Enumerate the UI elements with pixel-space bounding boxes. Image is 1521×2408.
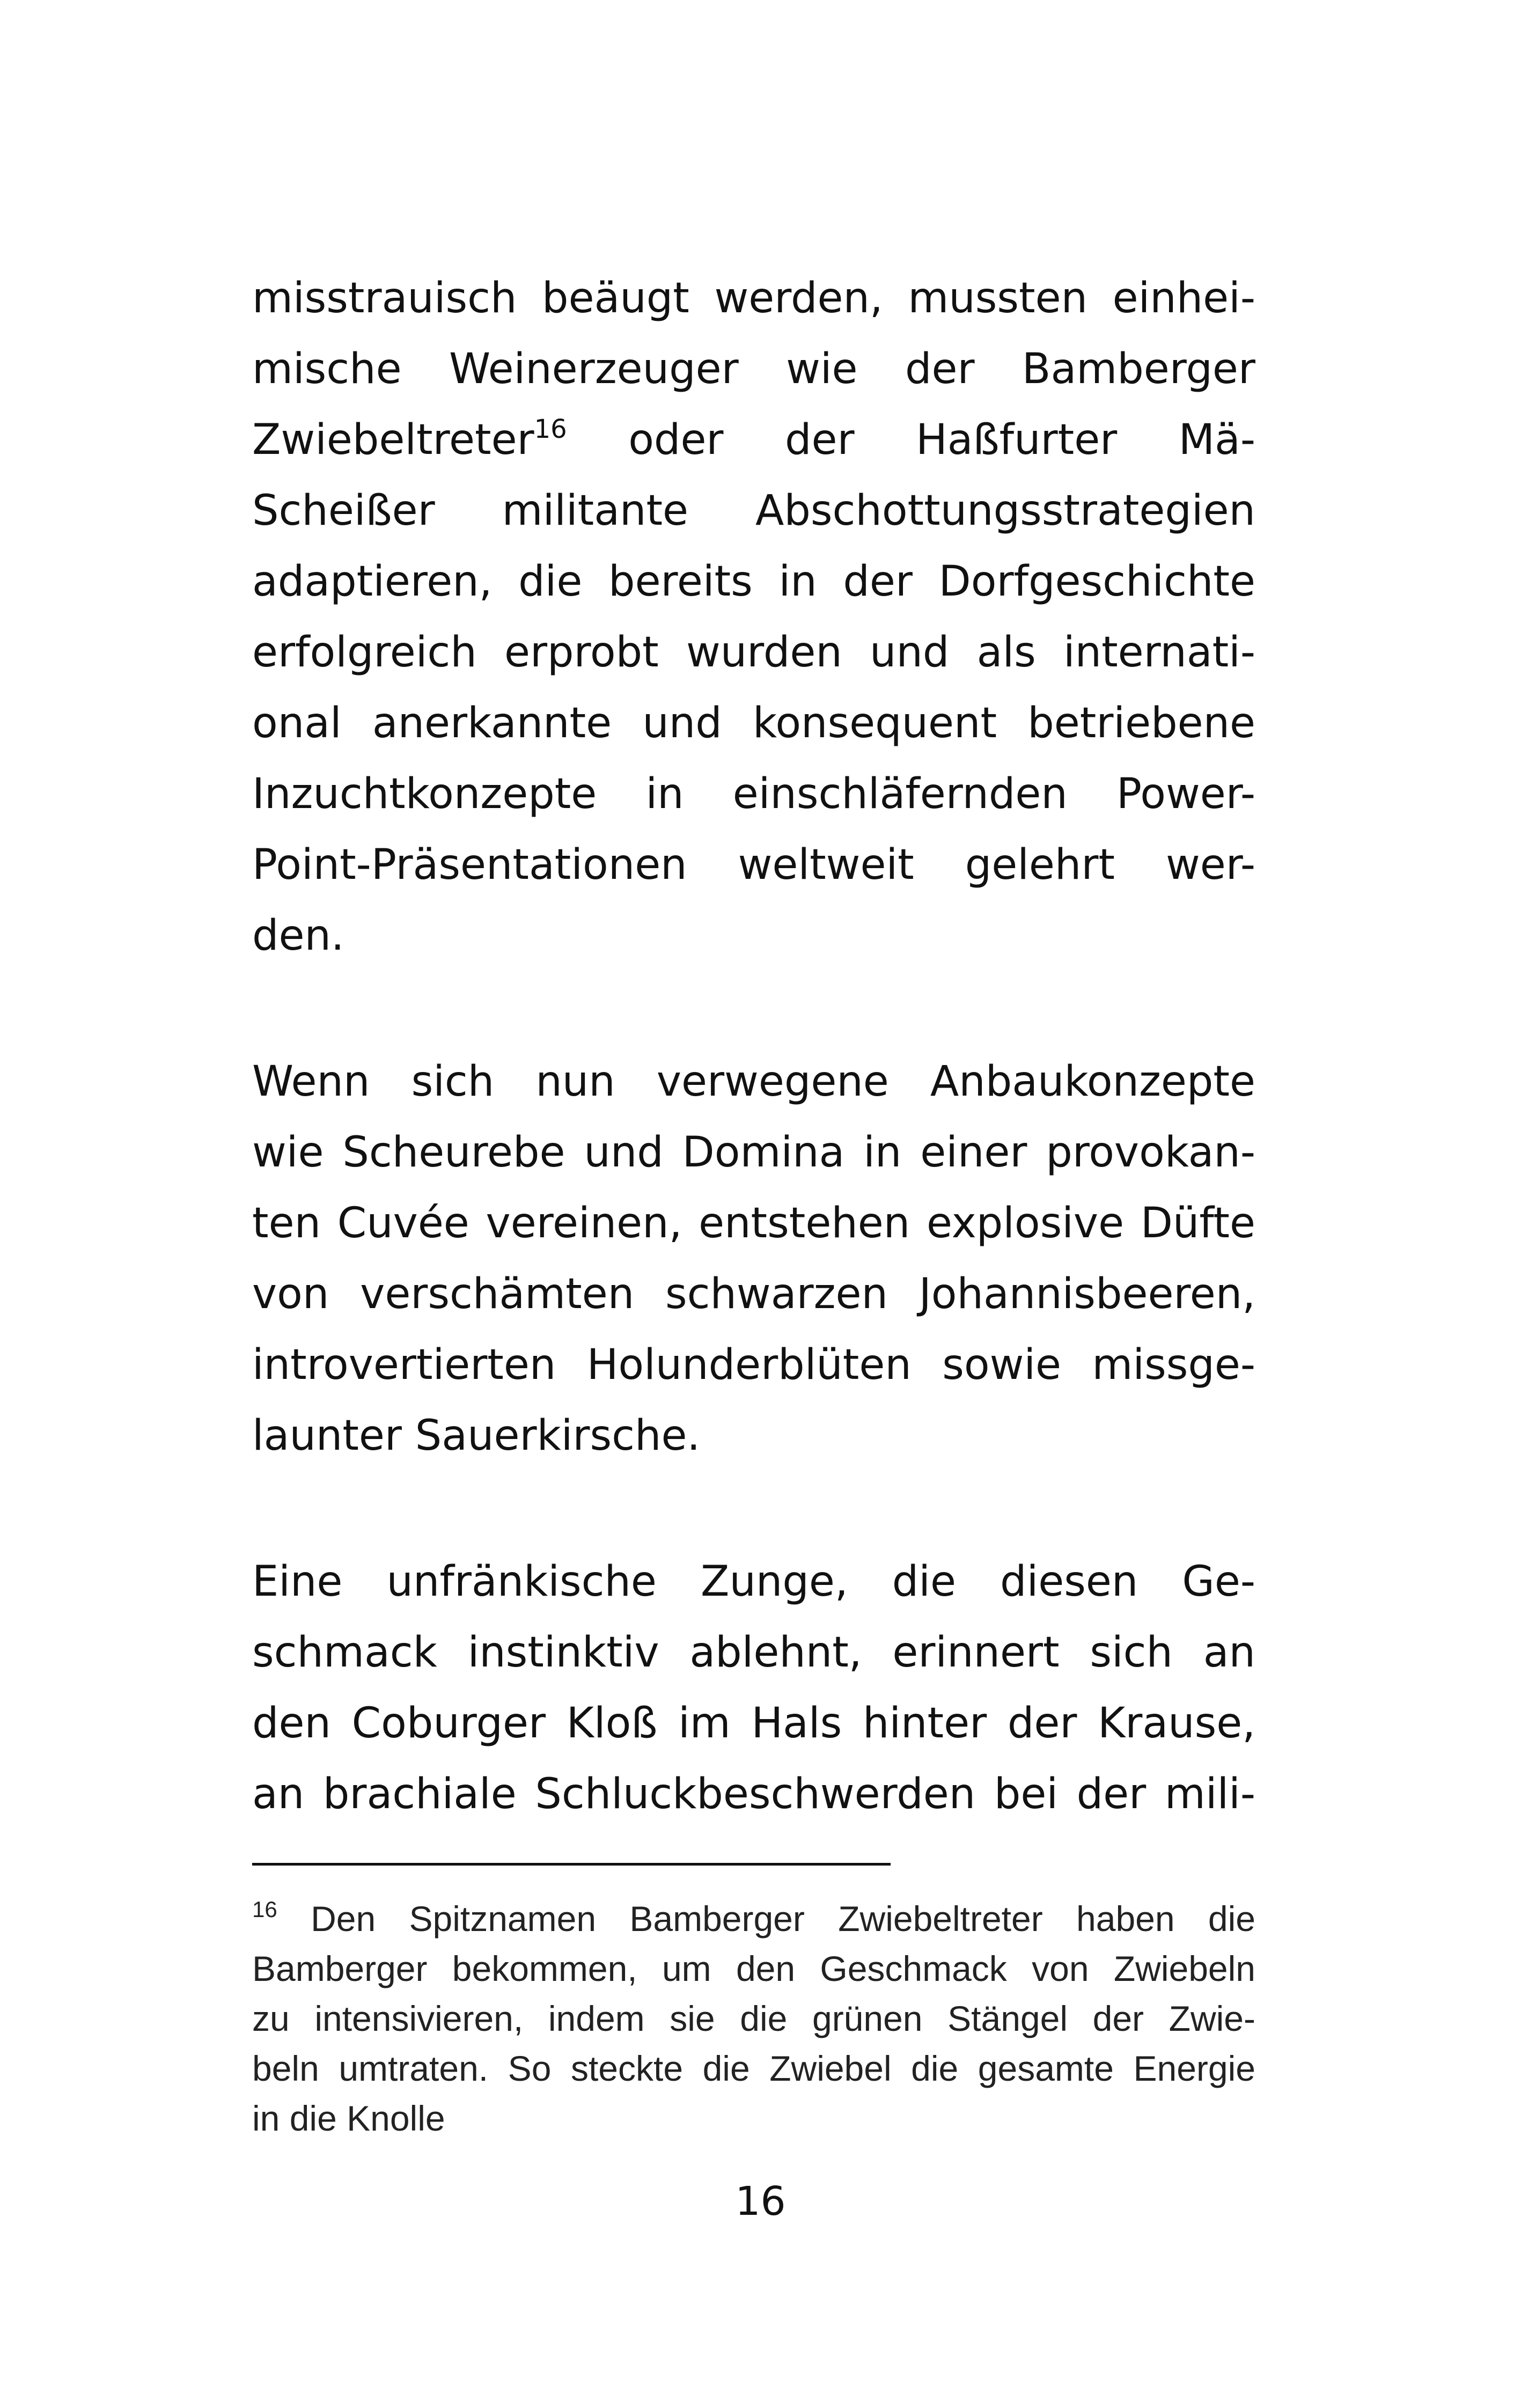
text-line: wie Scheurebe und Domina in einer provokan-: [252, 1128, 1255, 1177]
text-line: misstrauisch beäugt werden, mussten einhei-: [252, 274, 1255, 322]
footnote-line: in die Knolle: [252, 2098, 445, 2138]
text-line: Eine unfränkische Zunge, die diesen Ge-: [252, 1558, 1255, 1606]
text-line: schmack instinktiv ablehnt, erinnert sich an: [252, 1628, 1255, 1677]
footnote-separator: [252, 1863, 891, 1866]
text-line: von verschämten schwarzen Johannisbeeren,: [252, 1270, 1255, 1318]
text-line: erfolgreich erprobt wurden und als internati-: [252, 628, 1255, 677]
footnote-line: beln umtraten. So steckte die Zwiebel die gesamte Energie: [252, 2049, 1255, 2088]
text-line: den.: [252, 912, 344, 960]
footnote: [252, 1894, 1255, 2143]
footnote-line: $^{16}$ Den Spitznamen Bamberger Zwiebeltreter haben die: [252, 1897, 1255, 1939]
text-line: adaptieren, die bereits in der Dorfgeschichte: [252, 557, 1255, 606]
text-line: an brachiale Schluckbeschwerden bei der mili-: [252, 1770, 1255, 1818]
text-line: launter Sauerkirsche.: [252, 1412, 701, 1460]
paragraph: [252, 1046, 1255, 1471]
text-line: ten Cuvée vereinen, entstehen explosive Düfte: [252, 1199, 1255, 1247]
footnote-reference: 16: [534, 414, 567, 444]
page-number: 16: [735, 2178, 786, 2225]
main-text: [252, 263, 1255, 1830]
footnote-number: 16: [252, 1897, 277, 1922]
text-line: Inzuchtkonzepte in einschläfernden Power-: [252, 770, 1255, 818]
paragraph: [252, 263, 1255, 971]
text-line: den Coburger Kloß im Hals hinter der Krause,: [252, 1699, 1255, 1748]
paragraph-gap: [252, 971, 1255, 1046]
footnote-line: zu intensivieren, indem sie die grünen Stängel der Zwie-: [252, 1999, 1255, 2038]
text-line: Point-Präsentationen weltweit gelehrt wer-: [252, 841, 1255, 889]
text-line: Scheißer militante Abschottungsstrategien: [252, 487, 1255, 535]
text-line: Zwiebeltreter$^{16}$ oder der Haßfurter Mä-: [252, 414, 1255, 464]
paragraph-gap: [252, 1471, 1255, 1546]
text-line: mische Weinerzeuger wie der Bamberger: [252, 345, 1255, 393]
paragraph: [252, 1546, 1255, 1830]
footnote-line: Bamberger bekommen, um den Geschmack von Zwiebeln: [252, 1949, 1255, 1988]
text-line: introvertierten Holunderblüten sowie missge-: [252, 1341, 1255, 1389]
text-line: onal anerkannte und konsequent betriebene: [252, 699, 1255, 747]
text-line: Wenn sich nun verwegene Anbaukonzepte: [252, 1058, 1255, 1106]
